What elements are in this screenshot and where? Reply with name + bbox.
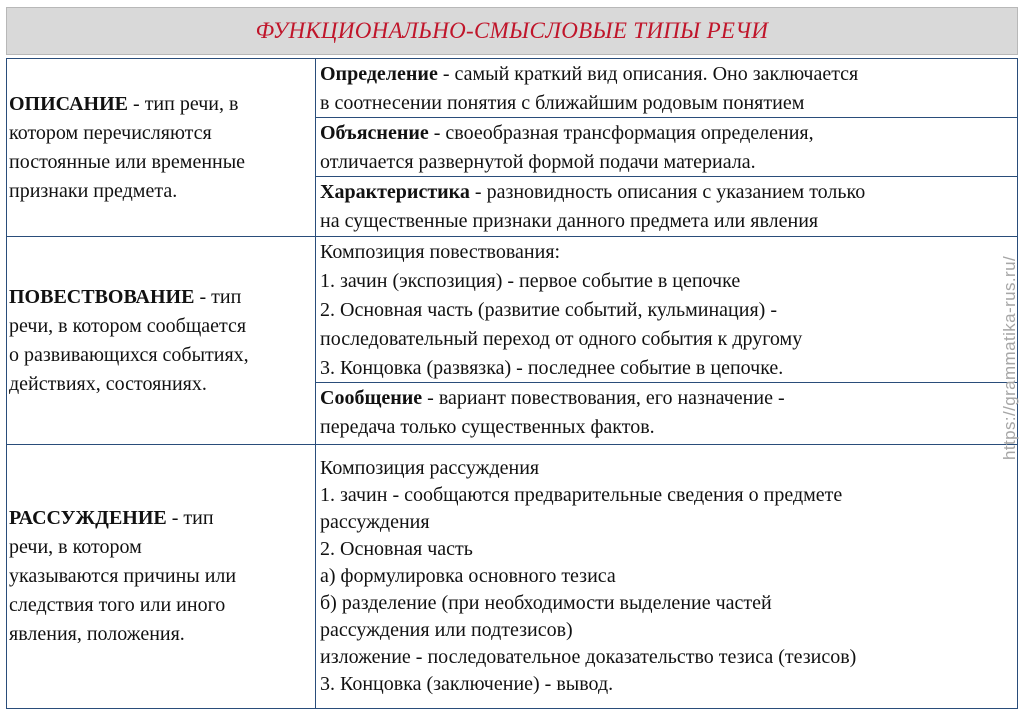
text-line: тип речи, в bbox=[144, 92, 239, 115]
text-line: передача только существенных фактов. bbox=[320, 416, 655, 438]
text-line: разновидность описания с указанием только bbox=[486, 181, 866, 203]
text-line: о развивающихся событиях, bbox=[9, 343, 249, 366]
text-line: котором перечисляются bbox=[9, 121, 212, 144]
text-line: тип bbox=[183, 507, 214, 529]
table-row-povestvovanie bbox=[7, 237, 1018, 445]
term-obyasnenie: Объяснение bbox=[320, 122, 429, 144]
watermark-url: https://grammatika-rus.ru/ bbox=[1000, 255, 1019, 460]
title-bar bbox=[6, 7, 1018, 55]
subtype-soobshchenie: Сообщение - вариант повествования, его назначение - передача только существенных фактов. bbox=[316, 383, 1017, 444]
term-opisanie: ОПИСАНИЕ bbox=[9, 92, 129, 115]
subtype-harakteristika: Характеристика - разновидность описания с указанием только на существенные признаки данного предмета или явления bbox=[316, 177, 1017, 236]
subtype-obyasnenie: Объяснение - своеобразная трансформация определения, отличается развернутой формой подачи материала. bbox=[316, 118, 1017, 177]
term-povestvovanie: ПОВЕСТВОВАНИЕ bbox=[9, 285, 195, 308]
text-line: самый краткий вид описания. Оно заключается bbox=[454, 63, 859, 85]
text-line: 3. Концовка (развязка) - последнее событие в цепочке. bbox=[320, 357, 784, 379]
term-rassuzhdenie: РАССУЖДЕНИЕ bbox=[9, 507, 167, 529]
text-line: отличается развернутой формой подачи материала. bbox=[320, 151, 756, 173]
text-line: 1. зачин - сообщаются предварительные сведения о предмете bbox=[320, 483, 843, 506]
text-line: в соотнесении понятия с ближайшим родовым понятием bbox=[320, 92, 805, 114]
text-line: на существенные признаки данного предмета или явления bbox=[320, 210, 819, 232]
text-line: действиях, состояниях. bbox=[9, 372, 207, 395]
text-line: последовательный переход от одного события к другому bbox=[320, 328, 803, 350]
composition-rassuzhdenie bbox=[316, 454, 1017, 700]
text-line: Композиция повествования: bbox=[320, 241, 561, 263]
text-line: постоянные или временные bbox=[9, 150, 246, 173]
cell-rassuzhdenie-definition: РАССУЖДЕНИЕ - тип речи, в котором указываются причины или следствия того или иного явления, положения. bbox=[7, 445, 316, 709]
composition-povestvovanie bbox=[316, 237, 1017, 383]
cell-rassuzhdenie-composition bbox=[316, 445, 1018, 709]
text-line: указываются причины или bbox=[9, 565, 237, 587]
text-line: а) формулировка основного тезиса bbox=[320, 564, 616, 587]
page-title: ФУНКЦИОНАЛЬНО-СМЫСЛОВЫЕ ТИПЫ РЕЧИ bbox=[255, 18, 769, 43]
table-row-rassuzhdenie bbox=[7, 445, 1018, 709]
text-line: изложение - последовательное доказательство тезиса (тезисов) bbox=[320, 645, 857, 668]
subtype-opredelenie: Определение - самый краткий вид описания. Оно заключается в соотнесении понятия с ближайшим родовым понятием bbox=[316, 59, 1017, 118]
speech-types-table bbox=[6, 58, 1018, 709]
text-line: б) разделение (при необходимости выделение частей bbox=[320, 591, 772, 614]
text-line: своеобразная трансформация определения, bbox=[445, 122, 814, 144]
text-line: 1. зачин (экспозиция) - первое событие в цепочке bbox=[320, 270, 741, 292]
text-line: речи, в котором сообщается bbox=[9, 314, 247, 337]
cell-opisanie-subtypes bbox=[316, 59, 1018, 237]
text-line: тип bbox=[211, 285, 242, 308]
text-line: вариант повествования, его назначение - bbox=[438, 387, 785, 409]
cell-opisanie-definition: ОПИСАНИЕ - тип речи, в котором перечисляются постоянные или временные признаки предмета. bbox=[7, 59, 316, 237]
term-harakteristika: Характеристика bbox=[320, 181, 470, 203]
table-row-opisanie bbox=[7, 59, 1018, 237]
text-line: признаки предмета. bbox=[9, 179, 178, 202]
text-line: следствия того или иного bbox=[9, 594, 226, 616]
text-line: рассуждения bbox=[320, 510, 430, 533]
text-line: явления, положения. bbox=[9, 623, 185, 645]
cell-povestvovanie-subtypes bbox=[316, 237, 1018, 445]
text-line: речи, в котором bbox=[9, 536, 142, 558]
text-line: 2. Основная часть (развитие событий, кульминация) - bbox=[320, 299, 777, 321]
text-line: 3. Концовка (заключение) - вывод. bbox=[320, 672, 614, 695]
text-line: Композиция рассуждения bbox=[320, 456, 540, 479]
text-line: рассуждения или подтезисов) bbox=[320, 618, 573, 641]
cell-povestvovanie-definition: ПОВЕСТВОВАНИЕ - тип речи, в котором сообщается о развивающихся событиях, действиях, состояниях. bbox=[7, 237, 316, 445]
text-line: 2. Основная часть bbox=[320, 537, 473, 560]
term-opredelenie: Определение bbox=[320, 63, 438, 85]
term-soobshchenie: Сообщение bbox=[320, 387, 423, 409]
